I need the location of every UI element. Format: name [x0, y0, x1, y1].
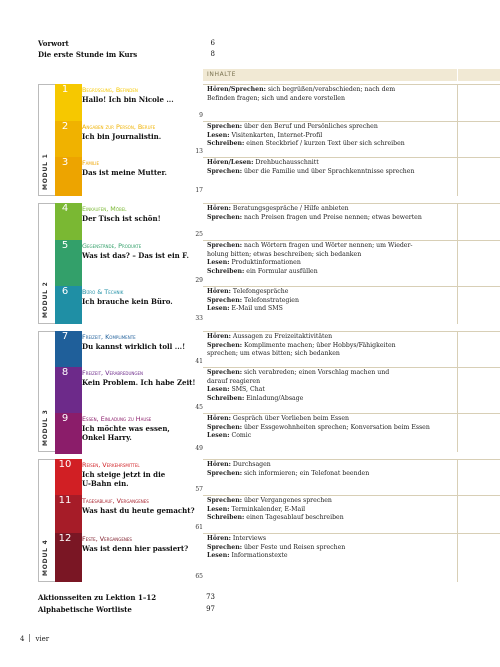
content-line [207, 432, 455, 441]
lesson-entry[interactable] [55, 121, 203, 157]
content-line [207, 535, 455, 544]
lesson-category: Freizeit, Verabredungen [82, 369, 144, 377]
lesson-number: 5 [61, 240, 69, 251]
lesson-number: 2 [61, 121, 69, 132]
module-top-rule [203, 459, 500, 460]
skill-label: Hören: [207, 205, 231, 212]
content-line [207, 86, 455, 95]
skill-description: Telefongespräche [230, 288, 289, 295]
footer-page-number: 4 [20, 635, 25, 643]
lesson-page: 13 [195, 148, 203, 155]
lesson-number: 10 [58, 459, 72, 470]
lesson-page: 25 [195, 231, 203, 238]
skill-description: über die Familie und über Sprachkenntnisse sprechen [241, 167, 415, 175]
content-line [207, 268, 455, 277]
lesson-rule [203, 240, 500, 241]
lesson-category: Einkaufen, Möbel [82, 205, 127, 213]
skill-label: Hören: [207, 288, 231, 295]
lesson-content [207, 369, 455, 403]
skill-label: Hören: [207, 333, 231, 340]
content-line [207, 415, 455, 424]
lesson-rule [203, 413, 500, 414]
lesson-page: 41 [195, 358, 203, 365]
footer-page-word: vier [35, 635, 50, 643]
module-top-rule [203, 203, 500, 204]
skill-label: Schreiben: [207, 514, 245, 521]
content-line [207, 497, 455, 506]
lesson-number: 9 [61, 413, 69, 424]
lesson-rule [203, 533, 500, 534]
toc-entry-title: Die erste Stunde im Kurs [38, 50, 138, 59]
content-line [207, 297, 455, 306]
lesson-entry[interactable] [55, 157, 203, 196]
skill-label: Sprechen: [207, 497, 242, 504]
lesson-title: Was hast du heute gemacht? [82, 506, 195, 515]
lesson-page: 45 [195, 404, 203, 411]
toc-entry-page: 8 [210, 50, 215, 58]
module-label: MODUL 3 [42, 409, 49, 446]
lesson-title: Hallo! Ich bin Nicole ... [82, 95, 174, 104]
content-line [207, 159, 455, 168]
lesson-rule [203, 495, 500, 496]
lesson-entry[interactable] [55, 84, 203, 121]
toc-entry-title: Vorwort [38, 39, 69, 48]
lesson-entry[interactable] [55, 367, 203, 413]
toc-entry-vorwort[interactable] [38, 39, 215, 48]
skill-label: Lesen: [207, 432, 230, 439]
skill-label: Lesen: [207, 505, 230, 513]
skill-label: Hören/Sprechen: [207, 86, 266, 93]
skill-label: Schreiben: [207, 394, 245, 402]
skill-description: Terminkalender, E-Mail [229, 505, 306, 513]
lesson-category: Angaben zur Person, Berufe [82, 123, 156, 131]
lesson-number: 11 [58, 495, 72, 506]
skill-label: Sprechen: [207, 123, 242, 130]
toc-entry-page: 6 [210, 39, 215, 47]
lesson-entry[interactable] [55, 459, 203, 495]
skill-description: Durchsagen [230, 461, 271, 468]
lesson-category: Essen, Einladung zu Hause [82, 415, 152, 423]
content-line [207, 470, 455, 479]
skill-description: Einladung/Absage [244, 394, 304, 402]
skill-label: Schreiben: [207, 267, 245, 275]
content-line [207, 205, 455, 214]
lesson-title: Ich steige jetzt in die U-Bahn ein. [82, 470, 166, 488]
lesson-number: 3 [61, 157, 69, 168]
lesson-category: Freizeit, Komplimente [82, 333, 136, 341]
header-divider [457, 69, 458, 81]
skill-description: Visitenkarten, Internet-Profil [229, 131, 323, 139]
lesson-title: Kein Problem. Ich habe Zeit! [82, 378, 196, 387]
lesson-content [207, 242, 455, 276]
skill-description: sich informieren; ein Telefonat beenden [241, 469, 370, 477]
lesson-content [207, 415, 455, 441]
skill-label: Sprechen: [207, 213, 242, 221]
skill-description: Produktinformationen [229, 259, 301, 266]
skill-description: einen Steckbrief / kurzen Text über sich schreiben [244, 140, 405, 147]
content-line [207, 305, 455, 314]
toc-entry-aktionsseiten[interactable] [38, 593, 215, 602]
skill-description: sich verabreden; einen Vorschlag machen und [241, 369, 390, 376]
lesson-rule [203, 121, 500, 122]
skill-label: Sprechen: [207, 423, 242, 431]
skill-label: Sprechen: [207, 242, 242, 249]
lesson-content [207, 535, 455, 561]
lesson-entry[interactable] [55, 240, 203, 286]
skill-description: Gespräch über Vorlieben beim Essen [230, 415, 349, 422]
skill-description: Drehbuchausschnitt [253, 159, 319, 166]
lesson-entry[interactable] [55, 533, 203, 582]
skill-description: Interviews [230, 535, 267, 542]
skill-label: Sprechen: [207, 341, 242, 349]
toc-entry-wortliste[interactable] [38, 605, 215, 614]
skill-description: einen Tagesablauf beschreiben [244, 514, 344, 521]
lesson-category: Familie [82, 159, 99, 167]
lesson-category: Büro & Technik [82, 288, 124, 296]
lesson-rule [203, 157, 500, 158]
lesson-page: 17 [195, 187, 203, 194]
skill-description: darauf reagieren [207, 377, 261, 385]
footer-separator [29, 634, 30, 642]
lesson-page: 61 [195, 524, 203, 531]
lesson-rule [203, 286, 500, 287]
content-line [207, 552, 455, 561]
skill-label: Sprechen: [207, 167, 242, 175]
contents-header-label: INHALTE [207, 71, 237, 78]
content-line [207, 514, 455, 523]
content-line [207, 251, 455, 260]
skill-description: E-Mail und SMS [229, 305, 283, 312]
content-line [207, 386, 455, 395]
content-line [207, 350, 455, 359]
lesson-content [207, 159, 455, 176]
content-line [207, 214, 455, 223]
lesson-number: 4 [61, 203, 69, 214]
lesson-category: Gegenstände, Produkte [82, 242, 142, 250]
skill-description: SMS, Chat [229, 386, 265, 393]
content-line [207, 544, 455, 553]
lesson-category: Reisen, Verkehrsmittel [82, 461, 140, 469]
skill-label: Schreiben: [207, 140, 245, 147]
content-line [207, 140, 455, 149]
lesson-entry[interactable] [55, 203, 203, 240]
toc-entry-title: Aktionsseiten zu Lektion 1–12 [38, 593, 157, 602]
content-line [207, 242, 455, 251]
lesson-category: Tagesablauf, Vergangenes [82, 497, 149, 505]
content-line [207, 378, 455, 387]
content-right-line [457, 459, 458, 582]
lesson-content [207, 205, 455, 222]
content-line [207, 168, 455, 177]
skill-label: Sprechen: [207, 369, 242, 376]
content-line [207, 369, 455, 378]
lesson-page: 65 [195, 573, 203, 580]
content-right-line [457, 331, 458, 452]
lesson-number: 1 [61, 84, 69, 95]
module-label: MODUL 1 [42, 153, 49, 190]
content-line [207, 342, 455, 351]
skill-description: über Vergangenes sprechen [241, 497, 332, 504]
lesson-content [207, 333, 455, 359]
lesson-title: Ich möchte was essen, Onkel Harry. [82, 424, 170, 442]
skill-description: holung bitten; etwas beschreiben; sich bedanken [207, 250, 362, 258]
skill-description: nach Preisen fragen und Preise nennen; etwas bewerten [241, 213, 422, 221]
toc-entry-page: 97 [206, 605, 215, 613]
content-line [207, 288, 455, 297]
lesson-content [207, 86, 455, 103]
lesson-content [207, 497, 455, 523]
lesson-page: 9 [199, 112, 203, 119]
lesson-content [207, 123, 455, 149]
lesson-title: Was ist denn hier passiert? [82, 544, 189, 553]
lesson-title: Das ist meine Mutter. [82, 168, 167, 177]
skill-label: Hören: [207, 461, 231, 468]
lesson-title: Ich brauche kein Büro. [82, 297, 173, 306]
skill-label: Sprechen: [207, 296, 242, 304]
skill-description: Comic [229, 432, 252, 439]
lesson-number: 6 [61, 286, 69, 297]
content-line [207, 95, 455, 104]
skill-description: Komplimente machen; über Hobbys/Fähigkeiten [241, 341, 396, 349]
lesson-content [207, 461, 455, 478]
module-label: MODUL 2 [42, 281, 49, 318]
lesson-entry[interactable] [55, 413, 203, 454]
toc-entry-page: 73 [206, 593, 215, 601]
lesson-title: Du kannst wirklich toll ...! [82, 342, 186, 351]
skill-label: Lesen: [207, 305, 230, 312]
content-line [207, 259, 455, 268]
content-line [207, 333, 455, 342]
skill-description: über den Beruf und Persönliches sprechen [241, 123, 378, 130]
contents-header-band [203, 69, 500, 81]
skill-description: über Feste und Reisen sprechen [241, 543, 346, 551]
lesson-page: 29 [195, 277, 203, 284]
lesson-page: 49 [195, 445, 203, 452]
content-line [207, 461, 455, 470]
lesson-number: 7 [61, 331, 69, 342]
lesson-category: Begrüßung, Befinden [82, 86, 138, 94]
content-line [207, 506, 455, 515]
module-top-rule [203, 84, 500, 85]
module-label: MODUL 4 [42, 539, 49, 576]
skill-description: über Essgewohnheiten sprechen; Konversation beim Essen [241, 423, 430, 431]
skill-description: Informationstexte [229, 552, 288, 559]
skill-label: Sprechen: [207, 469, 242, 477]
lesson-content [207, 288, 455, 314]
skill-label: Lesen: [207, 552, 230, 559]
skill-description: Beratungsgespräche / Hilfe anbieten [230, 205, 349, 212]
lesson-entry[interactable] [55, 495, 203, 533]
skill-description: Befinden fragen; sich und andere vorstellen [207, 94, 345, 102]
skill-label: Hören: [207, 535, 231, 542]
skill-description: ein Formular ausfüllen [244, 267, 318, 275]
lesson-category: Feste, Vergangenes [82, 535, 132, 543]
lesson-title: Der Tisch ist schön! [82, 214, 161, 223]
lesson-number: 8 [61, 367, 69, 378]
lesson-title: Ich bin Journalistin. [82, 132, 162, 141]
skill-description: sich begrüßen/verabschieden; nach dem [265, 86, 396, 93]
content-line [207, 395, 455, 404]
lesson-title: Was ist das? – Das ist ein F. [82, 251, 189, 260]
page-footer [20, 634, 49, 643]
skill-description: Aussagen zu Freizeitaktivitäten [230, 333, 333, 340]
content-line [207, 424, 455, 433]
lesson-page: 57 [195, 486, 203, 493]
toc-entry-title: Alphabetische Wortliste [38, 605, 132, 614]
skill-label: Hören/Lesen: [207, 159, 254, 166]
lesson-page: 33 [195, 315, 203, 322]
skill-label: Sprechen: [207, 543, 242, 551]
skill-label: Lesen: [207, 386, 230, 393]
content-line [207, 132, 455, 141]
skill-description: sprechen; um etwas bitten; sich bedanken [207, 350, 340, 357]
skill-description: Telefonstrategien [241, 296, 299, 304]
content-right-line [457, 84, 458, 196]
module-top-rule [203, 331, 500, 332]
skill-label: Hören: [207, 415, 231, 422]
toc-entry-erste-stunde[interactable] [38, 50, 215, 59]
skill-label: Lesen: [207, 259, 230, 266]
skill-label: Lesen: [207, 131, 230, 139]
content-line [207, 123, 455, 132]
content-right-line [457, 203, 458, 324]
lesson-entry[interactable] [55, 331, 203, 367]
lesson-rule [203, 367, 500, 368]
skill-description: nach Wörtern fragen und Wörter nennen; um Wieder- [241, 242, 413, 249]
lesson-number: 12 [58, 533, 72, 544]
lesson-entry[interactable] [55, 286, 203, 324]
